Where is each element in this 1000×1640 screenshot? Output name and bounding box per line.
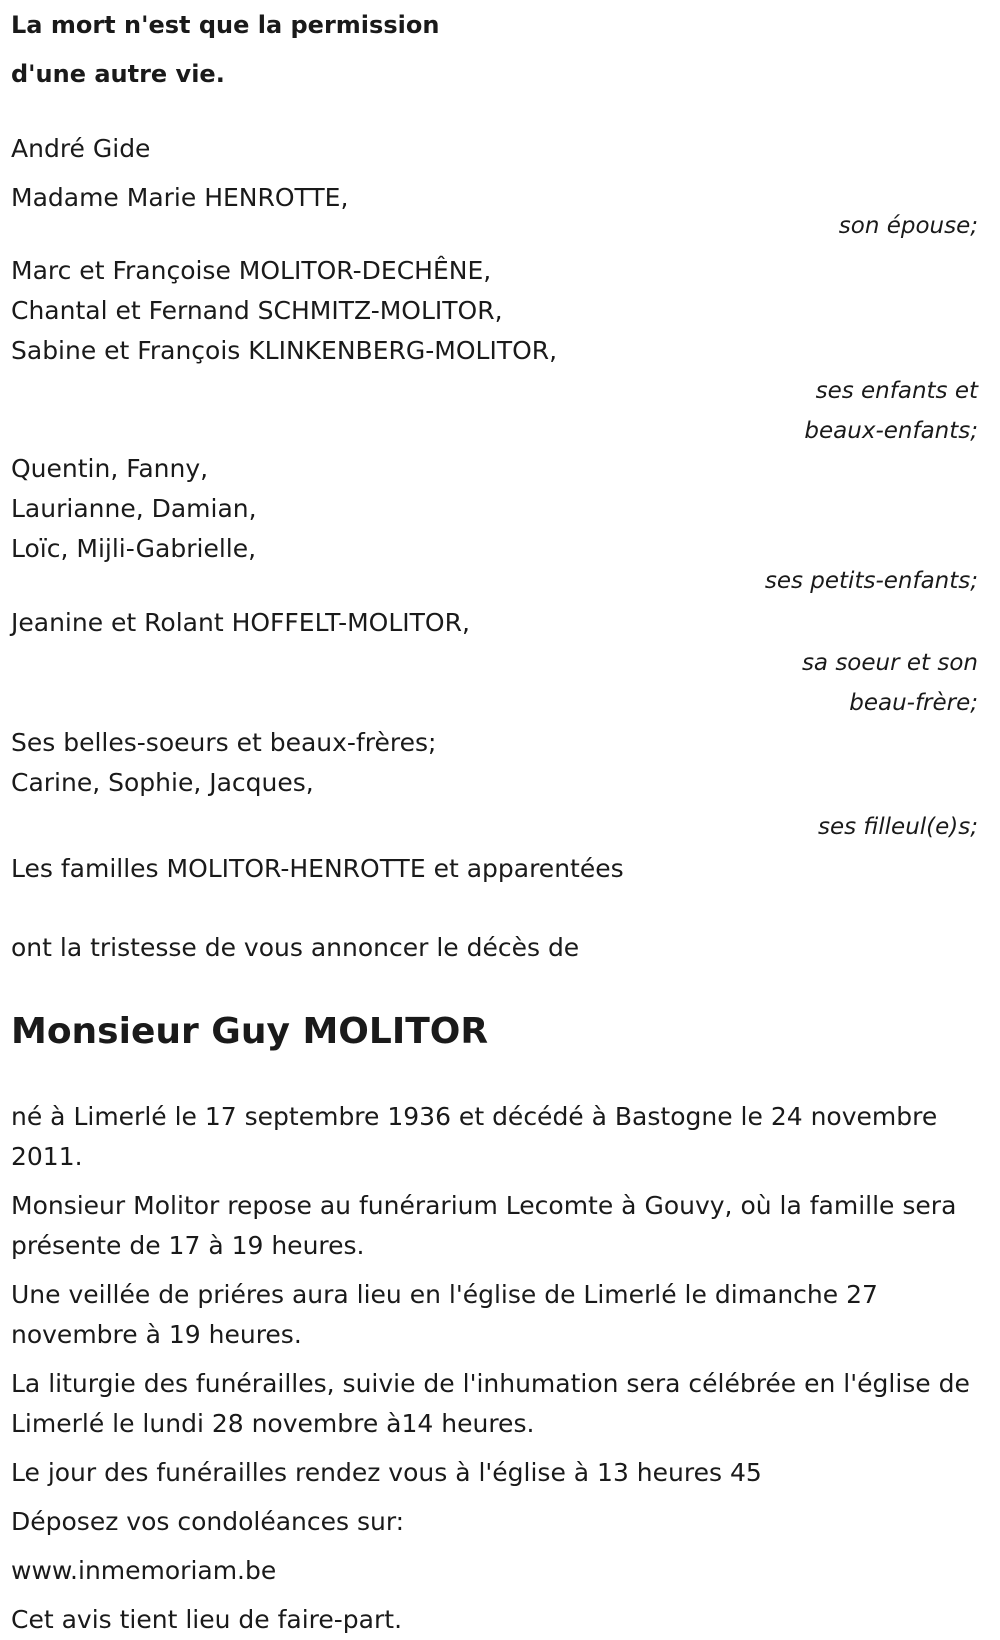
spouse-name: Madame Marie HENROTTE, [11,183,349,212]
announcement-line: ont la tristesse de vous annoncer le décès de [11,933,580,962]
godchildren-line: Carine, Sophie, Jacques, [11,768,314,797]
child-line-2: Chantal et Fernand SCHMITZ-MOLITOR, [11,296,503,325]
quote-author: André Gide [11,134,151,163]
families-line: Les familles MOLITOR-HENROTTE et apparentées [11,854,624,883]
liturgy-text: La liturgie des funérailles, suivie de l'inhumation sera célébrée en l'église de Limerlé le lundi 28 novembre à14 heures. [11,1369,970,1438]
quote-line-1: La mort n'est que la permission [11,11,440,39]
deceased-name: Monsieur Guy MOLITOR [11,1011,489,1052]
vigil-text: Une veillée de priéres aura lieu en l'église de Limerlé le dimanche 27 novembre à 19 heures. [11,1280,878,1349]
inlaws-line: Ses belles-soeurs et beaux-frères; [11,728,437,757]
grandchildren-role: ses petits-enfants; [764,568,978,594]
grandchild-line-1: Quentin, Fanny, [11,454,209,483]
sister-role-line-1: sa soeur et son [801,650,978,676]
repose-text: Monsieur Molitor repose au funérarium Lecomte à Gouvy, où la famille sera présente de 17 à 19 heures. [11,1191,957,1260]
grandchild-line-3: Loïc, Mijli-Gabrielle, [11,534,257,563]
quote-line-2: d'une autre vie. [11,60,225,88]
grandchild-line-2: Laurianne, Damian, [11,494,257,523]
birth-death-text: né à Limerlé le 17 septembre 1936 et décédé à Bastogne le 24 novembre 2011. [11,1102,938,1171]
meeting-text: Le jour des funérailles rendez vous à l'église à 13 heures 45 [11,1458,762,1487]
condolences-label: Déposez vos condoléances sur: [11,1507,405,1536]
notice-text: Cet avis tient lieu de faire-part. [11,1605,403,1634]
sister-name: Jeanine et Rolant HOFFELT-MOLITOR, [11,608,470,637]
sister-role-line-2: beau-frère; [849,690,978,716]
godchildren-role: ses filleul(e)s; [817,814,978,840]
children-role-line-1: ses enfants et [815,378,978,404]
child-line-1: Marc et Françoise MOLITOR-DECHÊNE, [11,256,492,285]
children-role-line-2: beaux-enfants; [804,418,978,444]
website-link[interactable]: www.inmemoriam.be [11,1556,277,1585]
spouse-role: son épouse; [838,213,978,239]
child-line-3: Sabine et François KLINKENBERG-MOLITOR, [11,336,558,365]
